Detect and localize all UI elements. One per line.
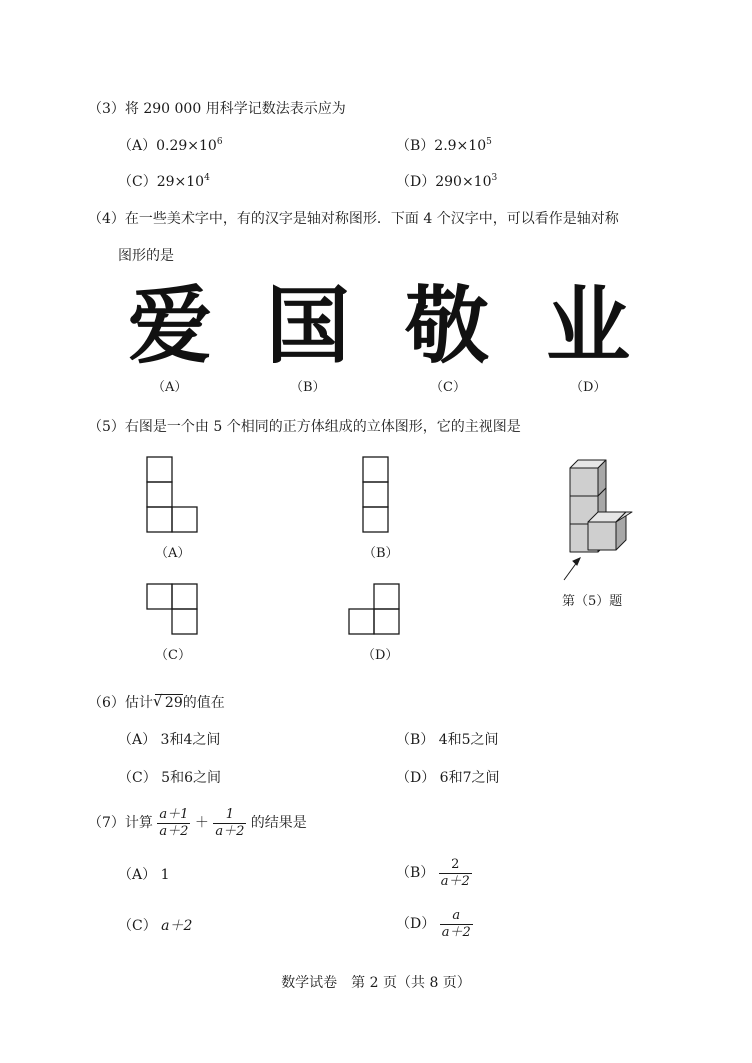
q3-option-d-exponent: 3 (491, 173, 498, 183)
q6-option-b: （B） 4和5之间 (396, 732, 499, 748)
q5-solid-figure (560, 452, 640, 584)
q4-char-b: 国 (266, 277, 351, 375)
q5-label-c: （C） (155, 648, 191, 663)
q7-option-b-numerator: 2 (439, 857, 472, 874)
q7-option-d-numerator: a (440, 908, 473, 925)
q7-option-c-value: a＋2 (161, 918, 193, 934)
q7-stem (88, 805, 307, 841)
q7-option-c (118, 915, 192, 935)
page-footer: 数学试卷 第 2 页（共 8 页） (281, 975, 471, 991)
q7-option-b-label: （B） (396, 865, 435, 881)
q4-label-d: （D） (570, 380, 607, 395)
q7-option-b-denominator: a＋2 (440, 873, 470, 889)
q7-fraction-1-numerator: a＋1 (159, 806, 189, 822)
q5-stem: （5）右图是一个由 5 个相同的正方体组成的立体图形，它的主视图是 (88, 419, 521, 435)
q7-stem-pre: （7）计算 (88, 815, 153, 831)
q7-option-d (396, 905, 473, 943)
q3-option-d-mantissa: 290×10 (435, 174, 492, 190)
q7-fraction-2 (213, 807, 246, 840)
q3-option-a-mantissa: 0.29×10 (156, 138, 217, 154)
q6-sqrt (155, 694, 183, 711)
q3-option-c-label: （C） (118, 174, 157, 190)
q3-option-b-label: （B） (396, 138, 435, 154)
q6-option-a: （A） 3和4之间 (118, 732, 221, 748)
q4-char-c: 敬 (405, 277, 490, 375)
q3-option-b-exponent: 5 (486, 137, 492, 147)
q5-view-d (348, 583, 400, 635)
q7-option-d-fraction (440, 908, 473, 941)
q3-option-c (118, 171, 210, 191)
q3-option-a (118, 135, 223, 155)
q7-fraction-2-numerator: 1 (213, 807, 246, 824)
q3-option-b-mantissa: 2.9×10 (434, 138, 487, 154)
q7-option-d-label: （D） (396, 916, 436, 932)
q4-stem-line2: 图形的是 (118, 248, 174, 264)
q4-char-a: 爱 (128, 277, 213, 375)
q7-option-a (118, 864, 170, 884)
q4-label-a: （A） (152, 380, 188, 395)
q6-option-c: （C） 5和6之间 (118, 770, 221, 786)
q6-stem-pre: （6）估计 (88, 695, 153, 711)
q4-char-d: 业 (546, 277, 631, 375)
q3-option-a-exponent: 6 (216, 137, 223, 147)
q7-option-a-value: 1 (160, 867, 170, 883)
q3-option-d (396, 171, 497, 191)
q7-option-a-label: （A） (118, 867, 157, 883)
q5-label-a: （A） (155, 546, 191, 561)
q3-option-a-label: （A） (118, 138, 157, 154)
q7-stem-post: 的结果是 (250, 815, 307, 831)
q6-stem (88, 692, 225, 712)
q7-fraction-1-denominator: a＋2 (159, 823, 189, 839)
q6-option-d: （D） 6和7之间 (396, 770, 500, 786)
q5-figure-caption: 第（5）题 (562, 594, 623, 609)
q3-option-b (396, 135, 492, 155)
q3-option-c-exponent: 4 (204, 173, 210, 183)
q3-stem: （3）将 290 000 用科学记数法表示应为 (88, 101, 346, 117)
q6-stem-post: 的值在 (182, 695, 225, 711)
q3-option-c-mantissa: 29×10 (156, 174, 205, 190)
q7-option-d-denominator: a＋2 (441, 924, 471, 940)
q5-label-d: （D） (362, 648, 399, 663)
q5-view-c (146, 583, 198, 635)
q5-label-b: （B） (363, 546, 399, 561)
q7-fraction-1 (157, 807, 190, 840)
q5-view-a (146, 456, 198, 534)
q7-plus-sign: ＋ (194, 815, 209, 831)
q7-option-c-label: （C） (118, 918, 157, 934)
q7-fraction-2-denominator: a＋2 (215, 823, 245, 839)
q7-option-b (396, 854, 472, 892)
q5-view-b (362, 456, 390, 534)
q4-label-c: （C） (430, 380, 466, 395)
q4-label-b: （B） (290, 380, 326, 395)
q3-option-d-label: （D） (396, 174, 436, 190)
q4-stem-line1: （4）在一些美术字中，有的汉字是轴对称图形．下面 4 个汉字中，可以看作是轴对称 (88, 211, 619, 227)
q6-radicand: 29 (164, 695, 183, 711)
q7-option-b-fraction (439, 857, 472, 890)
